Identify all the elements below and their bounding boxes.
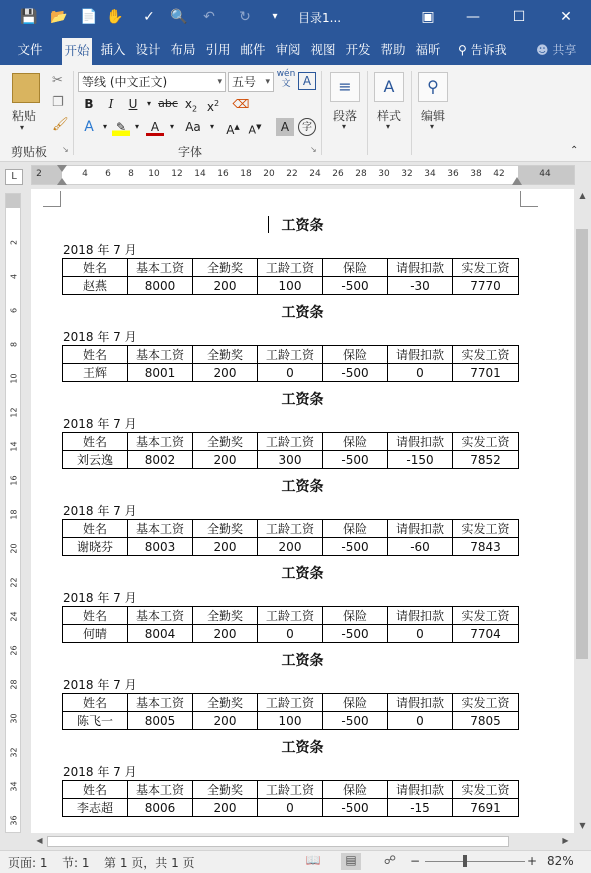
right-indent-marker[interactable] <box>512 177 522 185</box>
superscript-icon[interactable]: $x^2$ <box>206 99 220 114</box>
table-header-row <box>63 433 519 451</box>
header-cell[interactable]: 姓名 <box>63 433 128 451</box>
header-cell[interactable]: 基本工资 <box>128 694 193 712</box>
zoom-slider-knob[interactable] <box>463 855 467 867</box>
header-cell[interactable]: 姓名 <box>63 607 128 625</box>
scroll-up-icon[interactable]: ▲ <box>579 191 586 200</box>
slip-date: 2018 年 7 月 <box>63 504 137 518</box>
header-cell[interactable]: 工龄工资 <box>258 781 323 799</box>
ruler-tick: 18 <box>9 509 19 520</box>
customize-toolbar-icon[interactable]: ▾ <box>272 11 278 22</box>
table-cell[interactable]: 200 <box>193 712 258 730</box>
header-cell[interactable]: 保险 <box>323 259 388 277</box>
ruler-tick: 24 <box>9 611 19 622</box>
header-cell[interactable]: 基本工资 <box>128 259 193 277</box>
ruler-tick: 30 <box>9 713 19 724</box>
salary-table[interactable] <box>62 345 519 382</box>
ruler-tick: 26 <box>9 645 19 656</box>
table-cell[interactable]: 7701 <box>453 364 519 382</box>
table-cell[interactable]: 李志超 <box>63 799 128 817</box>
ruler-tick: 10 <box>148 169 160 179</box>
scroll-right-icon[interactable]: ▶ <box>562 836 569 845</box>
chevron-down-icon[interactable]: ▾ <box>430 122 435 131</box>
ruler-tick: 14 <box>9 441 19 452</box>
paste-button[interactable]: 粘贴 <box>12 109 37 123</box>
zoom-level[interactable]: 82% <box>547 854 574 868</box>
table-cell[interactable]: 7852 <box>453 451 519 469</box>
grow-font-icon[interactable]: A▲ <box>226 123 240 137</box>
format-painter-icon[interactable]: 🖌 <box>52 117 69 132</box>
salary-table[interactable] <box>62 258 519 295</box>
table-cell[interactable]: 100 <box>258 277 323 295</box>
ruler-tick: 26 <box>332 169 344 179</box>
print-layout-icon[interactable]: ▤ <box>341 853 361 870</box>
tab-file[interactable]: 文件 <box>17 42 43 57</box>
header-cell[interactable]: 基本工资 <box>128 520 193 538</box>
table-cell[interactable]: 200 <box>193 364 258 382</box>
tab-help[interactable]: 帮助 <box>380 42 406 57</box>
scroll-thumb[interactable] <box>47 836 509 847</box>
table-cell[interactable]: -500 <box>323 451 388 469</box>
table-cell[interactable]: 8006 <box>128 799 193 817</box>
header-cell[interactable]: 工龄工资 <box>258 607 323 625</box>
change-case-dropdown-icon[interactable]: ▾ <box>209 122 214 131</box>
print-preview-icon[interactable]: 🔍 <box>170 9 188 25</box>
editing-button[interactable]: 编辑 <box>421 109 446 123</box>
ruler-tick: 12 <box>9 407 19 418</box>
paragraph-button[interactable]: 段落 <box>333 109 358 123</box>
header-cell[interactable]: 工龄工资 <box>258 433 323 451</box>
maximize-button[interactable]: ☐ <box>512 9 526 25</box>
read-mode-icon[interactable]: 📖 <box>305 853 321 867</box>
slip-date: 2018 年 7 月 <box>63 243 137 257</box>
header-cell[interactable]: 实发工资 <box>453 520 519 538</box>
ruler-tick: 2 <box>9 239 19 246</box>
header-cell[interactable]: 请假扣款 <box>388 607 453 625</box>
table-cell[interactable]: 0 <box>258 625 323 643</box>
document-title: 目录1... <box>298 11 342 25</box>
header-cell[interactable]: 全勤奖 <box>193 607 258 625</box>
underline-dropdown-icon[interactable]: ▾ <box>146 99 151 108</box>
ruler-tick: 32 <box>9 747 19 758</box>
ruler-tick: 24 <box>309 169 321 179</box>
table-header-row <box>63 520 519 538</box>
header-cell[interactable]: 实发工资 <box>453 259 519 277</box>
chevron-down-icon[interactable]: ▾ <box>386 122 391 131</box>
vertical-ruler[interactable] <box>5 193 21 833</box>
header-cell[interactable]: 工龄工资 <box>258 346 323 364</box>
tab-developer[interactable]: 开发 <box>345 42 371 57</box>
ruler-tick: 2 <box>36 169 42 179</box>
ruler-tick: 12 <box>171 169 183 179</box>
ruler-tick: 4 <box>82 169 88 179</box>
styles-button[interactable]: 样式 <box>377 109 402 123</box>
ruler-tick: 32 <box>401 169 413 179</box>
styles-icon[interactable]: A <box>374 72 404 102</box>
tab-mailings[interactable]: 邮件 <box>240 42 266 57</box>
header-cell[interactable]: 全勤奖 <box>193 346 258 364</box>
header-cell[interactable]: 实发工资 <box>453 781 519 799</box>
tab-foxit[interactable]: 福昕 <box>415 42 441 57</box>
header-cell[interactable]: 基本工资 <box>128 346 193 364</box>
table-cell[interactable]: 0 <box>388 625 453 643</box>
header-cell[interactable]: 请假扣款 <box>388 259 453 277</box>
chevron-down-icon[interactable]: ▾ <box>342 122 347 131</box>
spelling-icon[interactable]: ✓ <box>143 9 155 25</box>
header-cell[interactable]: 工龄工资 <box>258 520 323 538</box>
header-cell[interactable]: 实发工资 <box>453 694 519 712</box>
ruler-tick: 38 <box>470 169 482 179</box>
collapse-ribbon-icon[interactable]: ⌃ <box>570 145 579 156</box>
table-cell[interactable]: 200 <box>193 625 258 643</box>
header-cell[interactable]: 全勤奖 <box>193 520 258 538</box>
salary-table[interactable] <box>62 519 519 556</box>
table-header-row <box>63 346 519 364</box>
paste-dropdown-icon[interactable]: ▾ <box>20 123 25 132</box>
header-cell[interactable]: 请假扣款 <box>388 781 453 799</box>
tab-insert[interactable]: 插入 <box>100 42 126 57</box>
font-name-select[interactable]: 等线 (中文正文) ▾ <box>78 72 226 92</box>
clipboard-launcher-icon[interactable]: ↘ <box>62 145 69 154</box>
text-effects-dropdown-icon[interactable]: ▾ <box>102 122 107 131</box>
table-cell[interactable]: 7691 <box>453 799 519 817</box>
table-header-row <box>63 781 519 799</box>
tab-view[interactable]: 视图 <box>310 42 336 57</box>
ruler-tick: 6 <box>105 169 111 179</box>
chevron-down-icon: ▾ <box>265 77 270 87</box>
header-cell[interactable]: 保险 <box>323 694 388 712</box>
zoom-slider[interactable] <box>425 861 525 862</box>
cut-icon[interactable]: ✂ <box>52 73 63 88</box>
font-launcher-icon[interactable]: ↘ <box>310 145 317 154</box>
header-cell[interactable]: 保险 <box>323 346 388 364</box>
ruler-tick: 14 <box>194 169 206 179</box>
table-cell[interactable]: 王辉 <box>63 364 128 382</box>
table-cell[interactable]: 0 <box>258 364 323 382</box>
subscript-icon[interactable]: $x_2$ <box>184 97 198 114</box>
ribbon-tabs <box>0 35 591 65</box>
table-cell[interactable]: 0 <box>388 364 453 382</box>
font-group-label: 字体 <box>178 145 203 159</box>
zoom-in-icon[interactable]: + <box>527 854 538 868</box>
horizontal-scrollbar[interactable] <box>31 833 591 850</box>
ruler-tick: 6 <box>9 307 19 314</box>
phonetic-guide-icon[interactable]: wén 文 <box>276 69 296 89</box>
ruler-tick: 44 <box>539 169 551 179</box>
table-cell[interactable]: -15 <box>388 799 453 817</box>
table-cell[interactable]: 谢晓芬 <box>63 538 128 556</box>
scroll-left-icon[interactable]: ◀ <box>36 836 43 845</box>
touch-mode-icon[interactable]: ✋ <box>106 9 124 25</box>
header-cell[interactable]: 保险 <box>323 520 388 538</box>
slip-title: 工资条 <box>281 566 324 582</box>
enclose-characters-icon[interactable]: 字 <box>298 118 316 136</box>
ruler-tick: 22 <box>9 577 19 588</box>
salary-table[interactable] <box>62 432 519 469</box>
header-cell[interactable]: 全勤奖 <box>193 694 258 712</box>
underline-icon[interactable]: U <box>128 97 138 111</box>
document-page[interactable] <box>31 189 574 833</box>
header-cell[interactable]: 实发工资 <box>453 433 519 451</box>
italic-icon[interactable]: I <box>108 97 114 111</box>
shrink-font-icon[interactable]: A▼ <box>248 123 262 137</box>
chevron-down-icon: ▾ <box>217 77 222 87</box>
table-cell[interactable]: 7805 <box>453 712 519 730</box>
paragraph-icon[interactable]: ≡ <box>330 72 360 102</box>
header-cell[interactable]: 姓名 <box>63 259 128 277</box>
table-row <box>63 277 519 295</box>
character-border-icon[interactable]: A <box>298 72 316 90</box>
table-row <box>63 712 519 730</box>
divider <box>73 71 74 155</box>
header-cell[interactable]: 姓名 <box>63 781 128 799</box>
table-cell[interactable]: 何晴 <box>63 625 128 643</box>
table-cell[interactable]: -30 <box>388 277 453 295</box>
table-row <box>63 625 519 643</box>
copy-icon[interactable]: ❐ <box>52 95 64 110</box>
save-icon[interactable]: 💾 <box>20 9 38 25</box>
title-bar <box>0 0 591 35</box>
table-cell[interactable]: 200 <box>193 799 258 817</box>
web-layout-icon[interactable]: ☍ <box>383 853 397 867</box>
table-cell[interactable]: 7704 <box>453 625 519 643</box>
slip-date: 2018 年 7 月 <box>63 417 137 431</box>
table-header-row <box>63 259 519 277</box>
tab-selector[interactable]: L <box>5 169 23 185</box>
slip-title: 工资条 <box>281 305 324 321</box>
slip-title: 工资条 <box>281 218 324 234</box>
table-cell[interactable]: 0 <box>388 712 453 730</box>
header-cell[interactable]: 基本工资 <box>128 781 193 799</box>
divider <box>411 71 412 155</box>
slip-date: 2018 年 7 月 <box>63 765 137 779</box>
table-cell[interactable]: -500 <box>323 625 388 643</box>
table-row <box>63 799 519 817</box>
tab-review[interactable]: 审阅 <box>275 42 301 57</box>
table-cell[interactable]: 8002 <box>128 451 193 469</box>
crop-mark <box>520 191 538 207</box>
salary-table[interactable] <box>62 693 519 730</box>
ribbon-home <box>0 65 591 162</box>
user-icon: ☻ <box>536 43 549 57</box>
ruler-tick: 36 <box>447 169 459 179</box>
table-cell[interactable]: 200 <box>193 451 258 469</box>
salary-table[interactable] <box>62 606 519 643</box>
tab-design[interactable]: 设计 <box>135 42 161 57</box>
table-cell[interactable]: -500 <box>323 712 388 730</box>
slip-title: 工资条 <box>281 392 324 408</box>
salary-table[interactable] <box>62 780 519 817</box>
section-status[interactable]: 节: 1 <box>62 856 90 870</box>
vertical-scrollbar[interactable] <box>574 189 591 833</box>
ruler-tick: 22 <box>286 169 298 179</box>
slip-date: 2018 年 7 月 <box>63 678 137 692</box>
table-cell[interactable]: 陈飞一 <box>63 712 128 730</box>
header-cell[interactable]: 基本工资 <box>128 433 193 451</box>
font-size-select[interactable]: 五号 ▾ <box>228 72 274 92</box>
clipboard-group-label: 剪贴板 <box>11 145 48 159</box>
header-cell[interactable]: 保险 <box>323 781 388 799</box>
divider <box>321 71 322 155</box>
ruler-tick: 34 <box>9 781 19 792</box>
table-cell[interactable]: 200 <box>193 277 258 295</box>
highlight-icon[interactable]: ✎ <box>112 118 130 136</box>
table-cell[interactable]: 8003 <box>128 538 193 556</box>
table-row <box>63 364 519 382</box>
search-icon: ⚲ <box>458 43 467 57</box>
page-count-status[interactable]: 第 1 页，共 1 页 <box>104 856 195 870</box>
header-cell[interactable]: 全勤奖 <box>193 259 258 277</box>
header-cell[interactable]: 实发工资 <box>453 346 519 364</box>
slip-date: 2018 年 7 月 <box>63 330 137 344</box>
table-cell[interactable]: 0 <box>258 799 323 817</box>
crop-mark <box>43 191 61 207</box>
status-bar <box>0 850 591 873</box>
table-cell[interactable]: 100 <box>258 712 323 730</box>
change-case-icon[interactable]: Aa <box>185 120 201 134</box>
tab-references[interactable]: 引用 <box>205 42 231 57</box>
table-cell[interactable]: 8005 <box>128 712 193 730</box>
header-cell[interactable]: 保险 <box>323 433 388 451</box>
table-cell[interactable]: 7770 <box>453 277 519 295</box>
ruler-tick: 4 <box>9 273 19 280</box>
slip-title: 工资条 <box>281 479 324 495</box>
header-cell[interactable]: 工龄工资 <box>258 259 323 277</box>
table-cell[interactable]: 7843 <box>453 538 519 556</box>
header-cell[interactable]: 全勤奖 <box>193 433 258 451</box>
scroll-down-icon[interactable]: ▼ <box>579 821 586 830</box>
ruler-tick: 16 <box>217 169 229 179</box>
ruler-tick: 16 <box>9 475 19 486</box>
ruler-tick: 28 <box>355 169 367 179</box>
table-cell[interactable]: -500 <box>323 277 388 295</box>
header-cell[interactable]: 姓名 <box>63 346 128 364</box>
top-margin-area <box>6 194 20 208</box>
ruler-tick: 10 <box>9 373 19 384</box>
ruler-tick: 36 <box>9 815 19 826</box>
bold-icon[interactable]: B <box>84 97 94 111</box>
find-icon[interactable]: ⚲ <box>418 72 448 102</box>
ruler-tick: 20 <box>9 543 19 554</box>
ruler-tick: 28 <box>9 679 19 690</box>
character-shading-icon[interactable]: A <box>276 118 294 136</box>
header-cell[interactable]: 保险 <box>323 607 388 625</box>
share-button[interactable]: ☻ 共享 <box>536 43 577 57</box>
table-cell[interactable]: -60 <box>388 538 453 556</box>
ruler-tick: 8 <box>9 341 19 348</box>
font-color-icon[interactable]: A <box>146 118 164 136</box>
table-cell[interactable]: -150 <box>388 451 453 469</box>
header-cell[interactable]: 全勤奖 <box>193 781 258 799</box>
tab-home[interactable]: 开始 <box>62 38 92 65</box>
table-cell[interactable]: 300 <box>258 451 323 469</box>
first-line-indent-marker[interactable] <box>57 165 67 172</box>
header-cell[interactable]: 请假扣款 <box>388 520 453 538</box>
header-cell[interactable]: 请假扣款 <box>388 346 453 364</box>
table-cell[interactable]: -500 <box>323 799 388 817</box>
zoom-out-icon[interactable]: − <box>410 854 421 868</box>
minimize-button[interactable]: — <box>466 9 480 25</box>
ruler-tick: 42 <box>493 169 505 179</box>
table-cell[interactable]: 8000 <box>128 277 193 295</box>
header-cell[interactable]: 工龄工资 <box>258 694 323 712</box>
table-cell[interactable]: 200 <box>258 538 323 556</box>
undo-icon[interactable]: ↶ <box>203 9 215 25</box>
slip-title: 工资条 <box>281 740 324 756</box>
header-cell[interactable]: 实发工资 <box>453 607 519 625</box>
ruler-tick: 18 <box>240 169 252 179</box>
table-cell[interactable]: 刘云逸 <box>63 451 128 469</box>
hanging-indent-marker[interactable] <box>57 178 67 185</box>
ribbon-display-options-icon[interactable]: ▣ <box>421 9 435 25</box>
font-color-dropdown-icon[interactable]: ▾ <box>169 122 174 131</box>
slip-title: 工资条 <box>281 653 324 669</box>
header-cell[interactable]: 请假扣款 <box>388 433 453 451</box>
clear-formatting-icon[interactable]: ⌫ <box>232 97 250 111</box>
divider <box>367 71 368 155</box>
page-number-status[interactable]: 页面: 1 <box>8 856 48 870</box>
new-document-icon[interactable]: 📄 <box>80 9 98 25</box>
table-cell[interactable]: 赵燕 <box>63 277 128 295</box>
tab-layout[interactable]: 布局 <box>170 42 196 57</box>
table-header-row <box>63 607 519 625</box>
header-cell[interactable]: 姓名 <box>63 694 128 712</box>
table-cell[interactable]: 8001 <box>128 364 193 382</box>
table-header-row <box>63 694 519 712</box>
text-effects-icon[interactable]: A <box>84 119 94 135</box>
horizontal-ruler[interactable] <box>31 165 575 185</box>
paste-icon[interactable] <box>12 73 40 103</box>
scroll-thumb[interactable] <box>576 229 588 659</box>
header-cell[interactable]: 姓名 <box>63 520 128 538</box>
ruler-tick: 34 <box>424 169 436 179</box>
table-row <box>63 538 519 556</box>
table-row <box>63 451 519 469</box>
slip-date: 2018 年 7 月 <box>63 591 137 605</box>
close-button[interactable]: ✕ <box>560 9 572 25</box>
ruler-tick: 20 <box>263 169 275 179</box>
ruler-tick: 30 <box>378 169 390 179</box>
table-cell[interactable]: 200 <box>193 538 258 556</box>
table-cell[interactable]: -500 <box>323 364 388 382</box>
open-folder-icon[interactable]: 📂 <box>50 9 68 25</box>
redo-icon[interactable]: ↻ <box>239 9 251 25</box>
table-cell[interactable]: 8004 <box>128 625 193 643</box>
header-cell[interactable]: 请假扣款 <box>388 694 453 712</box>
highlight-dropdown-icon[interactable]: ▾ <box>134 122 139 131</box>
ruler-tick: 8 <box>128 169 134 179</box>
header-cell[interactable]: 基本工资 <box>128 607 193 625</box>
table-cell[interactable]: -500 <box>323 538 388 556</box>
strikethrough-icon[interactable]: abc <box>158 97 178 110</box>
tell-me-search[interactable]: ⚲ 告诉我 <box>458 43 507 57</box>
